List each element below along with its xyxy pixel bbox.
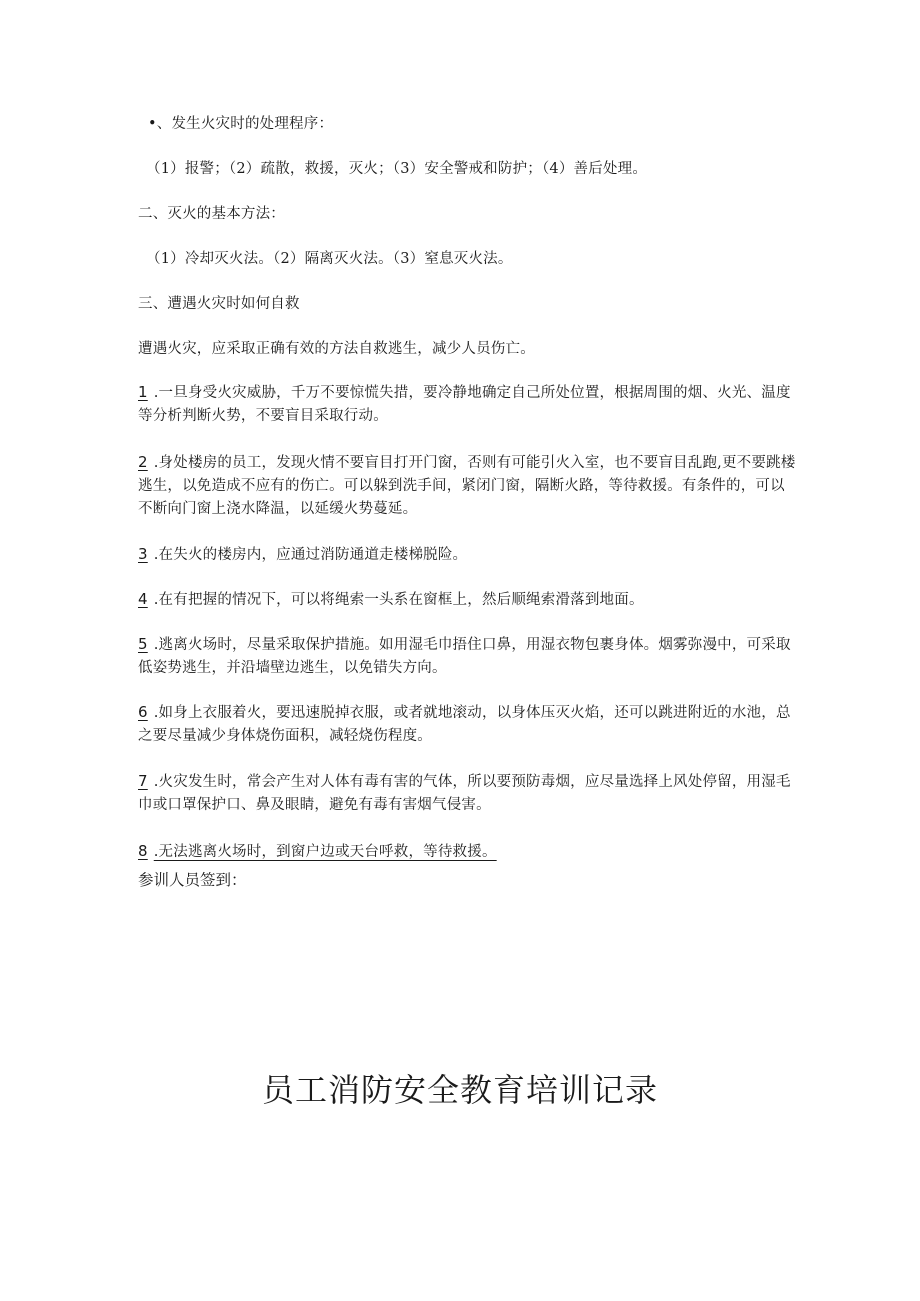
list-item-4: [138, 588, 798, 612]
list-item-text: .火灾发生时，常会产生对人体有毒有害的气体，所以要预防毒烟，应尽量选择上风处停留，用湿毛巾或口罩保护口、鼻及眼睛，避免有毒有害烟气侵害。: [138, 774, 791, 813]
section2-heading: 二、灭火的基本方法：: [138, 206, 285, 222]
list-item-text: .无法逃离火场时，到窗户边或天台呼救，等待救援。: [153, 844, 497, 860]
list-item-text: .如身上衣服着火，要迅速脱掉衣服，或者就地滚动，以身体压灭火焰，还可以跳进附近的水池，总之要尽量减少身体烧伤面积，减轻烧伤程度。: [138, 705, 791, 744]
section3-intro: 遭遇火灾，应采取正确有效的方法自救逃生，减少人员伤亡。: [138, 341, 535, 357]
list-item-7: [138, 770, 798, 817]
list-item-number: 6: [138, 703, 148, 721]
list-item-6: [138, 701, 798, 748]
list-item-1: [138, 381, 798, 428]
signin-label: 参训人员签到：: [138, 871, 247, 889]
list-item-text: .在有把握的情况下，可以将绳索一头系在窗框上，然后顺绳索滑落到地面。: [153, 592, 644, 608]
section1-steps: （1）报警；（2）疏散，救援，灭火；（3）安全警戒和防护；（4）善后处理。: [146, 161, 648, 177]
list-item-2: [138, 451, 798, 521]
section3-heading: 三、遭遇火灾时如何自救: [138, 296, 300, 312]
list-item-8: [138, 840, 798, 864]
document-title: 员工消防安全教育培训记录: [261, 1071, 658, 1109]
list-item-number: 8: [138, 842, 148, 860]
list-item-number: 4: [138, 590, 148, 608]
list-item-text: .在失火的楼房内，应通过消防通道走楼梯脱险。: [153, 547, 468, 563]
section2-methods: （1）冷却灭火法。（2）隔离灭火法。（3）窒息灭火法。: [146, 251, 513, 267]
list-item-number: 5: [138, 635, 148, 653]
section1-heading: •、发生火灾时的处理程序：: [148, 116, 334, 132]
list-item-number: 2: [138, 453, 148, 471]
list-item-number: 1: [138, 383, 148, 401]
list-item-text: .身处楼房的员工，发现火情不要盲目打开门窗，否则有可能引火入室，也不要盲目乱跑,更不要跳楼逃生，以免造成不应有的伤亡。可以躲到洗手间，紧闭门窗，隔断火路，等待救援。有条件的，可以不断向门窗上浇水降温，以延缓火势蔓延。: [138, 455, 796, 517]
list-item-number: 3: [138, 545, 148, 563]
list-item-text: .逃离火场时，尽量采取保护措施。如用湿毛巾捂住口鼻，用湿衣物包裹身体。烟雾弥漫中，可采取低姿势逃生，并沿墙壁边逃生，以免错失方向。: [138, 637, 791, 676]
list-item-number: 7: [138, 772, 148, 790]
list-item-text: .一旦身受火灾威胁，千万不要惊慌失措，要冷静地确定自己所处位置，根据周围的烟、火光、温度等分析判断火势，不要盲目采取行动。: [138, 385, 791, 424]
list-item-3: [138, 543, 798, 567]
list-item-5: [138, 633, 798, 680]
